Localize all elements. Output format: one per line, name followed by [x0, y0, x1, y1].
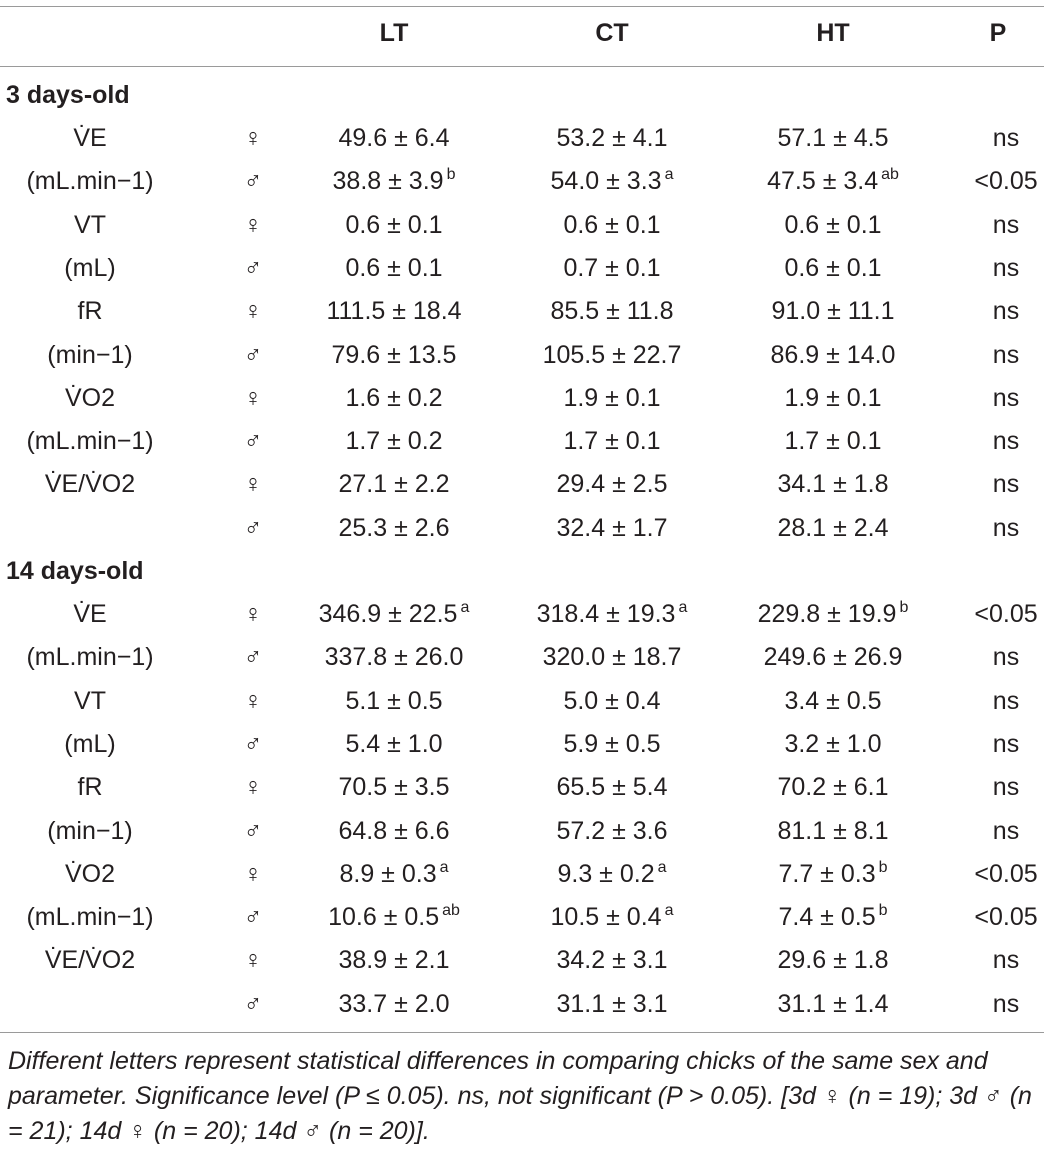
value-cell-ct — [563, 210, 660, 240]
value-text: 337.8 ± 26.0 — [324, 643, 464, 672]
value-cell-ht — [764, 642, 903, 672]
value-cell-lt — [338, 945, 449, 975]
value-cell-ht — [777, 772, 888, 802]
parameter-cell: (min−1) — [47, 340, 133, 369]
value-text: 5.4 ± 1.0 — [345, 729, 443, 758]
value-cell-ct — [550, 296, 673, 326]
value-cell-ht — [784, 253, 881, 283]
p-value-cell: ns — [992, 124, 1020, 152]
value-text: 64.8 ± 6.6 — [338, 816, 450, 845]
significance-letter: a — [664, 166, 674, 184]
sex-cell: ♀ — [243, 859, 263, 888]
sex-cell: ♀ — [243, 383, 263, 412]
sex-cell: ♂ — [243, 729, 263, 758]
value-text: 0.6 ± 0.1 — [784, 253, 882, 282]
col-header-ct: CT — [595, 19, 629, 47]
p-value-cell: ns — [992, 470, 1020, 499]
sex-cell: ♂ — [243, 427, 263, 456]
parameter-cell: VT — [74, 210, 106, 239]
p-value-cell: <0.05 — [974, 903, 1038, 932]
value-text: 34.2 ± 3.1 — [556, 946, 668, 975]
sex-cell: ♀ — [243, 297, 263, 326]
value-cell-ct — [556, 123, 667, 153]
value-text: 38.9 ± 2.1 — [338, 946, 450, 975]
value-text: 105.5 ± 22.7 — [542, 340, 682, 369]
sex-cell: ♂ — [243, 253, 263, 282]
value-cell-ct — [557, 859, 666, 893]
value-text: 1.9 ± 0.1 — [784, 383, 882, 412]
parameter-cell: V̇E/V̇O2 — [44, 946, 136, 975]
value-text: 320.0 ± 18.7 — [542, 643, 682, 672]
value-cell-ht — [784, 426, 881, 456]
col-header-lt: LT — [379, 19, 409, 47]
value-text: 32.4 ± 1.7 — [556, 513, 668, 542]
significance-letter: b — [446, 166, 456, 184]
p-value-cell: ns — [992, 816, 1020, 845]
parameter-cell: VT — [74, 686, 106, 715]
value-cell-lt — [333, 166, 456, 200]
value-cell-lt — [328, 902, 460, 936]
parameter-cell: (min−1) — [47, 816, 133, 845]
sex-cell: ♂ — [243, 643, 263, 672]
value-cell-ht — [778, 902, 887, 936]
p-value-cell: <0.05 — [974, 167, 1038, 196]
p-value-cell: ns — [992, 297, 1020, 326]
p-value-cell: ns — [992, 383, 1020, 412]
p-value-cell: ns — [992, 210, 1020, 239]
parameter-cell: (mL.min−1) — [26, 427, 154, 456]
sex-cell: ♂ — [243, 513, 263, 542]
value-cell-ht — [777, 513, 888, 543]
p-value-cell: ns — [992, 686, 1020, 715]
value-text: 29.6 ± 1.8 — [777, 946, 889, 975]
value-text: 34.1 ± 1.8 — [777, 470, 889, 499]
value-cell-ct — [563, 729, 660, 759]
value-text: 91.0 ± 11.1 — [771, 297, 895, 326]
value-cell-lt — [338, 123, 449, 153]
value-text: 1.9 ± 0.1 — [563, 383, 661, 412]
sex-cell: ♀ — [243, 946, 263, 975]
value-cell-ht — [767, 166, 899, 200]
header-rule — [0, 66, 1044, 67]
col-header-p: P — [989, 19, 1007, 47]
value-cell-ht — [758, 599, 909, 633]
significance-letter: a — [678, 599, 688, 616]
table-footnote: Different letters represent statistical differences in comparing chicks of the same sex and parameter. Significance level (P ≤ 0.05). ns, not significant (P > 0.05). [3d ♀ (n = 19); 3d ♂ (n = 21); 14d ♀ (n = 20); 14d ♂ (n = 20)]. — [8, 1047, 1032, 1145]
p-value-cell: ns — [992, 989, 1020, 1018]
sex-cell: ♀ — [243, 600, 263, 628]
sex-cell: ♂ — [243, 989, 263, 1018]
value-cell-lt — [319, 599, 470, 633]
significance-letter: b — [899, 599, 909, 616]
value-cell-lt — [338, 989, 449, 1019]
parameter-cell: (mL) — [64, 729, 116, 758]
value-text: 10.5 ± 0.4 — [550, 903, 662, 932]
value-text: 5.9 ± 0.5 — [563, 729, 661, 758]
value-cell-lt — [345, 383, 442, 413]
value-cell-lt — [345, 210, 442, 240]
value-text: 229.8 ± 19.9 — [757, 600, 897, 628]
value-text: 29.4 ± 2.5 — [556, 470, 668, 499]
value-text: 346.9 ± 22.5 — [318, 600, 458, 628]
value-cell-ct — [556, 513, 667, 543]
value-cell-lt — [345, 426, 442, 456]
parameter-cell: fR — [77, 297, 103, 326]
value-cell-ct — [551, 902, 674, 936]
value-cell-ht — [777, 945, 888, 975]
value-cell-ct — [537, 599, 688, 633]
value-cell-ht — [777, 123, 888, 153]
value-cell-ct — [563, 253, 660, 283]
value-text: 81.1 ± 8.1 — [777, 816, 889, 845]
value-text: 0.6 ± 0.1 — [345, 210, 443, 239]
value-text: 0.6 ± 0.1 — [345, 253, 443, 282]
value-text: 8.9 ± 0.3 — [339, 859, 437, 888]
value-cell-lt — [345, 253, 442, 283]
value-text: 10.6 ± 0.5 — [328, 903, 440, 932]
p-value-cell: ns — [992, 643, 1020, 672]
significance-letter: b — [878, 902, 888, 920]
value-text: 9.3 ± 0.2 — [557, 859, 655, 888]
value-text: 33.7 ± 2.0 — [338, 989, 450, 1018]
p-value-cell: ns — [992, 427, 1020, 456]
value-text: 31.1 ± 1.4 — [777, 989, 889, 1018]
significance-letter: ab — [442, 902, 460, 920]
value-cell-ht — [777, 816, 888, 846]
parameter-cell: (mL) — [64, 253, 116, 282]
value-text: 70.2 ± 6.1 — [777, 773, 889, 802]
sex-cell: ♀ — [243, 470, 263, 499]
parameter-cell: fR — [77, 773, 103, 802]
sex-cell: ♀ — [243, 124, 263, 152]
p-value-cell: <0.05 — [974, 600, 1038, 628]
value-text: 38.8 ± 3.9 — [332, 167, 444, 196]
value-cell-ht — [784, 210, 881, 240]
value-text: 1.7 ± 0.1 — [563, 427, 661, 456]
value-text: 7.4 ± 0.5 — [778, 903, 876, 932]
value-cell-lt — [325, 642, 464, 672]
value-cell-lt — [345, 729, 442, 759]
value-cell-ht — [784, 686, 881, 716]
value-text: 49.6 ± 6.4 — [338, 124, 450, 152]
value-cell-lt — [338, 469, 449, 499]
value-text: 249.6 ± 26.9 — [763, 643, 903, 672]
value-cell-ht — [777, 469, 888, 499]
value-text: 5.1 ± 0.5 — [345, 686, 443, 715]
value-text: 57.1 ± 4.5 — [777, 124, 889, 152]
value-cell-ct — [551, 166, 674, 200]
p-value-cell: ns — [992, 253, 1020, 282]
value-text: 79.6 ± 13.5 — [331, 340, 457, 369]
value-cell-ct — [556, 989, 667, 1019]
value-text: 111.5 ± 18.4 — [326, 297, 462, 326]
value-cell-lt — [332, 340, 457, 370]
value-text: 3.2 ± 1.0 — [784, 729, 882, 758]
value-cell-ht — [784, 383, 881, 413]
value-text: 0.6 ± 0.1 — [784, 210, 882, 239]
value-cell-lt — [338, 513, 449, 543]
value-text: 53.2 ± 4.1 — [556, 124, 668, 152]
parameter-cell: (mL.min−1) — [26, 903, 154, 932]
value-text: 0.6 ± 0.1 — [563, 210, 661, 239]
sex-cell: ♂ — [243, 340, 263, 369]
parameter-cell: (mL.min−1) — [26, 167, 154, 196]
value-cell-ht — [771, 340, 896, 370]
value-cell-lt — [339, 859, 448, 893]
p-value-cell: <0.05 — [974, 859, 1038, 888]
value-text: 318.4 ± 19.3 — [536, 600, 676, 628]
value-cell-ct — [556, 469, 667, 499]
value-text: 3.4 ± 0.5 — [784, 686, 882, 715]
parameter-cell: V̇O2 — [64, 383, 116, 412]
bottom-rule — [0, 1032, 1044, 1033]
significance-letter: a — [460, 599, 470, 616]
value-cell-ct — [563, 426, 660, 456]
value-text: 0.7 ± 0.1 — [563, 253, 661, 282]
significance-letter: ab — [881, 166, 899, 184]
value-text: 1.7 ± 0.2 — [345, 427, 443, 456]
value-cell-ct — [543, 642, 682, 672]
col-header-ht: HT — [816, 19, 850, 47]
value-cell-ct — [563, 383, 660, 413]
sex-cell: ♂ — [243, 816, 263, 845]
value-cell-ht — [784, 729, 881, 759]
value-text: 57.2 ± 3.6 — [556, 816, 668, 845]
value-cell-lt — [338, 816, 449, 846]
value-text: 31.1 ± 3.1 — [556, 989, 668, 1018]
p-value-cell: ns — [992, 340, 1020, 369]
parameter-cell: V̇E — [73, 124, 107, 152]
value-cell-ht — [778, 859, 887, 893]
parameter-cell: V̇E — [73, 600, 107, 628]
sex-cell: ♂ — [243, 903, 263, 932]
value-cell-ct — [556, 772, 667, 802]
value-text: 65.5 ± 5.4 — [556, 773, 668, 802]
value-text: 28.1 ± 2.4 — [777, 513, 889, 542]
value-cell-lt — [338, 772, 449, 802]
group-title: 3 days-old — [6, 81, 130, 109]
sex-cell: ♂ — [243, 167, 263, 196]
value-cell-lt — [345, 686, 442, 716]
value-text: 1.6 ± 0.2 — [345, 383, 443, 412]
significance-letter: a — [439, 858, 449, 876]
value-text: 27.1 ± 2.2 — [338, 470, 450, 499]
value-text: 47.5 ± 3.4 — [767, 167, 879, 196]
value-text: 86.9 ± 14.0 — [770, 340, 896, 369]
significance-letter: b — [878, 858, 888, 876]
value-text: 85.5 ± 11.8 — [550, 297, 674, 326]
p-value-cell: ns — [992, 773, 1020, 802]
value-text: 25.3 ± 2.6 — [338, 513, 450, 542]
sex-cell: ♀ — [243, 210, 263, 239]
value-text: 70.5 ± 3.5 — [338, 773, 450, 802]
p-value-cell: ns — [992, 946, 1020, 975]
value-cell-ct — [556, 945, 667, 975]
parameter-cell: V̇E/V̇O2 — [44, 470, 136, 499]
p-value-cell: ns — [992, 729, 1020, 758]
sex-cell: ♀ — [243, 686, 263, 715]
value-cell-ct — [543, 340, 682, 370]
parameter-cell: (mL.min−1) — [26, 643, 154, 672]
sex-cell: ♀ — [243, 773, 263, 802]
value-cell-ct — [556, 816, 667, 846]
value-cell-ht — [777, 989, 888, 1019]
top-rule — [0, 6, 1044, 7]
significance-letter: a — [664, 902, 674, 920]
value-cell-ht — [771, 296, 894, 326]
significance-letter: a — [657, 858, 667, 876]
parameter-cell: V̇O2 — [64, 859, 116, 888]
value-cell-ct — [563, 686, 660, 716]
value-text: 54.0 ± 3.3 — [550, 167, 662, 196]
p-value-cell: ns — [992, 513, 1020, 542]
group-title: 14 days-old — [6, 557, 144, 585]
value-text: 5.0 ± 0.4 — [563, 686, 661, 715]
value-text: 1.7 ± 0.1 — [784, 427, 882, 456]
value-cell-lt — [326, 296, 461, 326]
value-text: 7.7 ± 0.3 — [778, 859, 876, 888]
